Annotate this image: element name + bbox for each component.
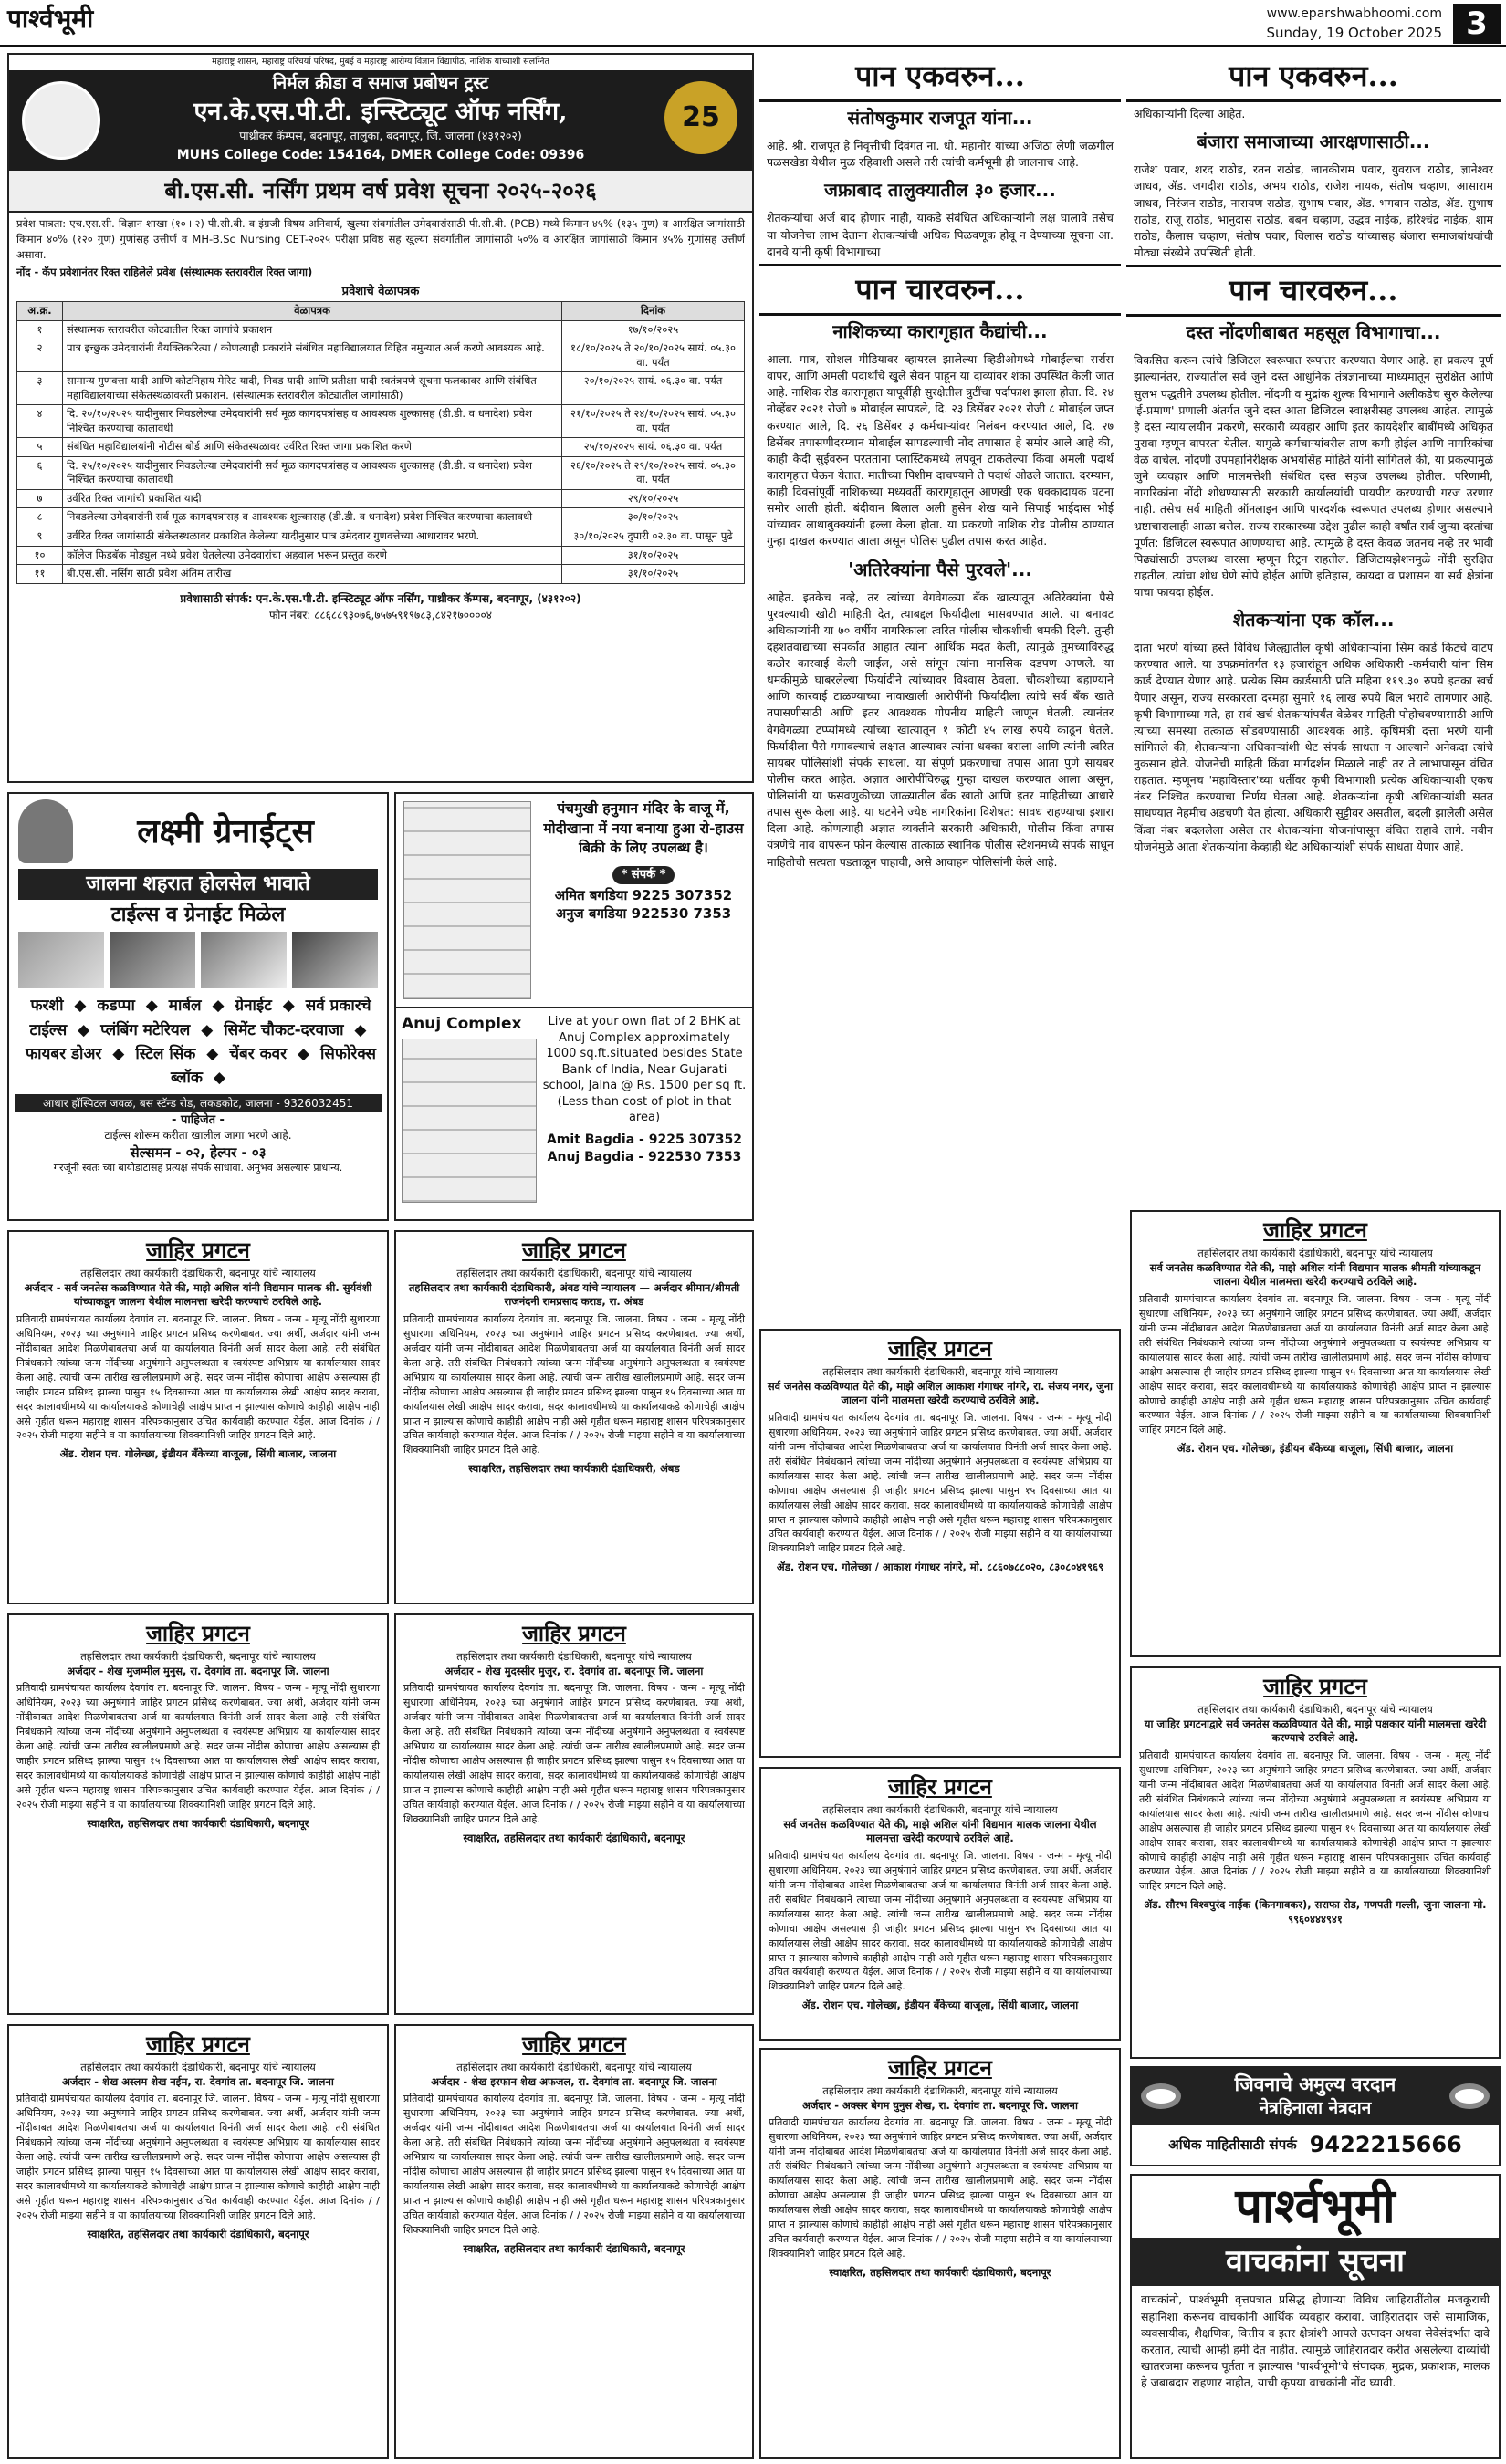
readers-masthead: पार्श्वभूमी bbox=[1235, 2178, 1396, 2234]
legal-notice-ad bbox=[394, 2024, 754, 2459]
legal-notice-court: तहसिलदार तथा कार्यकारी दंडाधिकारी, बदनापूर यांचे न्यायालय bbox=[80, 2061, 316, 2074]
affiliation-line: महाराष्ट्र शासन, महाराष्ट्र परिचर्या परिषद, मुंबई व महाराष्ट्र आरोग्य विज्ञान विद्यापीठ, नाशिक यांच्याशी संलग्नित bbox=[212, 57, 549, 67]
legal-notice-applicant: सर्व जनतेस कळविण्यात येते की, माझे अशिल यांनी विद्यमान मालक जालना येथील मालमत्ता खरेदी करण्याचे ठरविले आहे. bbox=[783, 1817, 1097, 1845]
granite-item: सिमेंट चौकट-दरवाजा bbox=[224, 1020, 344, 1039]
story-farmers-call-heading: शेतकऱ्यांना एक कॉल... bbox=[1232, 609, 1395, 632]
sink-sample-icon bbox=[110, 932, 195, 988]
schedule-date-cell: २१/१०/२०२५ ते २४/१०/२०२५ सायं. ०५.३० वा. पर्यंत bbox=[562, 405, 745, 438]
schedule-row bbox=[17, 320, 745, 339]
col4-continued-from-page-1-heading: पान एकवरुन... bbox=[1126, 53, 1501, 102]
schedule-date-cell: २०/१०/२०२५ सायं. ०६.३० वा. पर्यंत bbox=[562, 372, 745, 405]
masthead: पार्श्वभूमी bbox=[7, 4, 94, 34]
legal-notice-title: जाहिर प्रगटन bbox=[146, 2031, 250, 2057]
schedule-date-cell: ३१/१०/२०२५ bbox=[562, 565, 745, 584]
complex-text: Live at your own flat of 2 BHK at Anuj Complex approximately 1000 sq.ft.situated besides State Bank of India, Near Gujarati school, Jalna @ Rs. 1500 per sq ft. (Less than cost of plot in that area) bbox=[542, 1015, 747, 1125]
website-url[interactable]: www.eparshwabhoomi.com bbox=[1266, 6, 1442, 21]
story-nashik-text: आला. मात्र, सोशल मीडियावर व्हायरल झालेल्या व्हिडीओमध्ये मोबाईलचा सर्रास वापर, आणि अमली पदार्थांचे खुले सेवन पाहून या दाव्यांवर शंका उपस्थित केली जात आहे. नाशिक रोड कारागृहात यापूर्वीही सुरक्षेतील त्रुटींचा पर्दाफाश झाला होता. दि. २४ नोव्हेंबर २०२१ रोजी ७ मोबाईल सापडले, दि. २३ डिसेंबर २०२१ रोजी ८ मोबाईल जप्त करण्यात आले, दि. २६ डिसेंबर ३ कर्मचाऱ्यांवर निलंबन करण्यात आले, दि. २७ डिसेंबर तपासणीदरम्यान मोबाईल सापडल्याची नोंद तपासात हे समोर आले आहे की, काही कैदी सुईंवरुन परतताना प्लास्टिकमध्ये लपवून टाकलेल्या किंवा अमली पदार्थ कारागृहात घेऊन येतात. मातीच्या पिशीम दाचण्याने ते पदार्थ ओढले जातात. दरम्यान, काही दिवसांपूर्वी नाशिकच्या मध्यवर्ती कारागृहातून आणखी एक धक्कादायक घटना समोर आली होती. बंदीवान बिलाल अली हुसेन शेख याने सिपाई भाईदास भोई यांच्यावर लाथाबुक्क्यांनी हल्ला केला होता. या प्रकरणी नाशिक रोड पोलीस ठाण्यात गुन्हा दाखल करण्यात आला असून पोलिस पुढील तपास करत आहेत. bbox=[767, 352, 1114, 548]
granite-item: चेंबर कवर bbox=[229, 1045, 288, 1064]
story-cyber-heading: 'अतिरेक्यांना पैसे पुरवले'... bbox=[848, 558, 1032, 580]
col-header-schedule: वेळापत्रक bbox=[63, 302, 562, 321]
legal-notice-title: जाहिर प्रगटन bbox=[1263, 1216, 1367, 1243]
granite-item: स्टिल सिंक bbox=[135, 1045, 196, 1064]
legal-notice-title: जाहिर प्रगटन bbox=[888, 2054, 992, 2081]
schedule-sr-cell: ६ bbox=[17, 456, 63, 489]
legal-notice-ad bbox=[394, 1230, 754, 1604]
schedule-item-cell: संबंधित महाविद्यालयांनी नोटीस बोर्ड आणि संकेतस्थळावर उर्वरित रिक्त जागा प्रकाशित करणे bbox=[63, 438, 562, 457]
col-header-date: दिनांक bbox=[562, 302, 745, 321]
legal-notice-court: तहसिलदार तथा कार्यकारी दंडाधिकारी, बदनापूर यांचे न्यायालय bbox=[822, 2084, 1058, 2098]
complex-photo-icon bbox=[402, 1039, 537, 1203]
schedule-row bbox=[17, 565, 745, 584]
legal-notice-signature: स्वाक्षरित, तहसिलदार तथा कार्यकारी दंडाधिकारी, बदनापूर bbox=[87, 2227, 309, 2240]
schedule-item-cell: कॉलेज फिडबॅक मोड्युल मध्ये प्रवेश घेतलेल्या उमेदवारांचा अहवाल भरून प्रस्तुत करणे bbox=[63, 546, 562, 565]
property-ad bbox=[394, 792, 754, 1221]
legal-notice-title: जाहिर प्रगटन bbox=[888, 1335, 992, 1362]
schedule-date-cell: ३०/१०/२०२५ दुपारी ०२.३० वा. पासून पुढे bbox=[562, 527, 745, 546]
col4-lead-text: अधिकाऱ्यांनी दिल्या आहेत. bbox=[1134, 107, 1246, 121]
legal-notice-court: तहसिलदार तथा कार्यकारी दंडाधिकारी, बदनापूर यांचे न्यायालय bbox=[1197, 1247, 1433, 1260]
legal-notice-court: तहसिलदार तथा कार्यकारी दंडाधिकारी, बदनापूर यांचे न्यायालय bbox=[456, 1267, 692, 1280]
legal-notice-court: तहसिलदार तथा कार्यकारी दंडाधिकारी, बदनापूर यांचे न्यायालय bbox=[1197, 1703, 1433, 1717]
page-header bbox=[0, 0, 1506, 47]
legal-notice-signature: स्वाक्षरित, तहसिलदार तथा कार्यकारी दंडाधिकारी, बदनापूर bbox=[463, 2241, 685, 2255]
laxmi-granites-ad bbox=[7, 792, 389, 1221]
legal-notice-court: तहसिलदार तथा कार्यकारी दंडाधिकारी, बदनापूर यांचे न्यायालय bbox=[822, 1365, 1058, 1379]
schedule-row bbox=[17, 438, 745, 457]
legal-notice-signature: स्वाक्षरित, तहसिलदार तथा कार्यकारी दंडाधिकारी, बदनापूर bbox=[463, 1831, 685, 1844]
schedule-sr-cell: ७ bbox=[17, 489, 63, 508]
schedule-date-cell: ३०/१०/२०२५ bbox=[562, 508, 745, 527]
legal-notice-court: तहसिलदार तथा कार्यकारी दंडाधिकारी, बदनापूर यांचे न्यायालय bbox=[80, 1267, 316, 1280]
legal-notice-court: तहसिलदार तथा कार्यकारी दंडाधिकारी, बदनापूर यांचे न्यायालय bbox=[822, 1803, 1058, 1817]
notice-note: नोंद - कॅप प्रवेशानंतर रिक्त राहिलेले प्रवेश (संस्थात्मक स्तरावरील रिक्त जागा) bbox=[16, 266, 313, 279]
schedule-item-cell: उर्वरित रिक्त जागांसाठी संकेतस्थळावर प्रकाशित केलेल्या यादीनुसार पात्र उमेदवार गुणवत्तेच्या आधारावर भरणे. bbox=[63, 527, 562, 546]
schedule-item-cell: बी.एस.सी. नर्सिंग साठी प्रवेश अंतिम तारीख bbox=[63, 565, 562, 584]
notice-title: बी.एस.सी. नर्सिंग प्रथम वर्ष प्रवेश सूचना २०२५-२०२६ bbox=[9, 171, 752, 213]
story-nashik-heading: नाशिकच्या कारागृहात कैद्यांची... bbox=[832, 320, 1048, 342]
legal-notice-signature: स्वाक्षरित, तहसिलदार तथा कार्यकारी दंडाधिकारी, बदनापूर bbox=[829, 2265, 1051, 2279]
legal-notice-applicant: अर्जदार - शेख मुदस्सीर मुजुर, रा. देवगांव ता. बदनापूर जि. जालना bbox=[444, 1664, 704, 1677]
story-jafrabad-heading: जफ्राबाद तालुक्यातील ३० हजार... bbox=[824, 179, 1056, 202]
story-cyber-text: आहेत. इतकेच नव्हे, तर त्यांच्या वेगवेगळ्या बँक खात्यातून अतिरेक्यांना पैसे पुरवल्याची खोटी माहिती देत, त्याबद्दल फिर्यादीला भासवण्यात आले. या बनावट अधिकाऱ्यांनी या ७० वर्षीय नागरिकाला त्वरित पोलीस चौकशीची धमकी दिली. तुम्ही दहशतवाद्यांच्या संपर्कात आहात त्यांना आर्थिक मदत केली, त्यामुळे तुमच्याविरुद्ध कठोर कारवाई केली जाईल, असे सांगून त्यांना मानसिक दडपण आणले. या धमकीमुळे घाबरलेल्या फिर्यादीने त्यांच्यावर विश्वास ठेवला. चौकशीच्या बहाण्याने आणि कारवाई टाळण्याच्या नावाखाली आरोपींनी फिर्यादीला त्यांचे सर्व बँक खाते तपासणीसाठी आणि इतर आवश्यक गोपनीय माहिती जाणून घेतली. त्यानंतर वेगवेगळ्या टप्प्यांमध्ये त्यांच्या खात्यातून १ कोटी ४५ लाख रुपये काढून घेतले. फिर्यादीला पैसे गमावल्याचे लक्षात आल्यावर त्यांना धक्का बसला आणि त्यांनी त्वरित सायबर पोलिसांशी संपर्क साधला. या संपूर्ण प्रकरणाचा तपास आता पुणे सायबर पोलीस करत आहेत. अज्ञात आरोपींविरुद्ध गुन्हा दाखल करण्यात आला असून, पोलिसांनी या फसवणुकीच्या जाळ्यातील बँक खाती आणि इतर माहितीच्या आधारे तपास सुरू केला आहे. या घटनेने ज्येष्ठ नागरिकांना विशेषत: सावध राहण्याचा इशारा दिला आहे. कोणत्याही अज्ञात व्यक्तीने सरकारी अधिकारी, पोलीस किंवा तपास यंत्रणेचे नाव वापरून फोन केल्यास तात्काळ स्थानिक पोलीस स्टेशनमध्ये संपर्क साधून माहितीची सत्यता पडताळून पाहावी, असे आवाहन पोलिसांनी केले आहे. bbox=[767, 590, 1114, 869]
story-deeds-heading: दस्त नोंदणीबाबत महसूल विभागाचा... bbox=[1186, 321, 1441, 344]
complex-contact-1: Amit Bagdia - 9225 307352 bbox=[546, 1132, 743, 1147]
schedule-sr-cell: ९ bbox=[17, 527, 63, 546]
institute-logo-icon bbox=[22, 81, 100, 160]
wanted-text: टाईल्स शोरूम करीता खालील जागा भरणे आहे. bbox=[104, 1129, 292, 1143]
story-deeds-text: विकसित करून त्यांचे डिजिटल स्वरूपात रूपांतर करण्यात येणार आहे. हा प्रकल्प पूर्ण झाल्यानंतर, राज्यातील सर्व जुने दस्त आधुनिक तंत्रज्ञानाच्या माध्यमातून सुरक्षित आणि सुलभ पद्धतीने उपलब्ध होतील. नोंदणी व मुद्रांक शुल्क विभागाने अलीकडेच सुरु केलेल्या 'ई-प्रमाण' प्रणाली अंतर्गत जुने दस्त आता डिजिटल स्वाक्षरीसह उपलब्ध आहेत. त्यामुळे हे दस्त न्यायालयीन प्रकरणे, सरकारी व्यवहार आणि इतर कायदेशीर बाबींमध्ये अधिकृत पुरावा म्हणून वापरता येतील. यामुळे कर्मचाऱ्यांवरील ताण कमी होईल आणि नागरिकांचा वेळ वाचेल. नोंदणी उपमहानिरीक्षक अभयसिंह मोहिते यांनी सांगितले की, या प्रकल्पामुळे जुने व्यवहार आणि मालमत्तेशी संबंधित दस्त सहज उपलब्ध होतील. परिणामी, नागरिकांना नोंदी शोधण्यासाठी सरकारी कार्यालयांची पायपीट करण्याची गरज उरणार नाही. तसेच सर्व माहिती ऑनलाइन आणि पारदर्शक स्वरूपात उपलब्ध होणार असल्याने भ्रष्टाचारालाही आळा बसेल. राज्य सरकारच्या उद्देश पुढील काही वर्षांत सर्व जुन्या दस्तांचा पूर्णत: डिजिटल स्वरूपात आणण्याचा आहे. त्यामुळे हे दस्त केवळ जतनच नव्हे तर भावी पिढ्यांसाठी उपलब्ध वारसा म्हणून रिट्रन राहतील. डिजिटायझेशनमुळे नोंदी सुरक्षित राहतील, त्यांचा शोध घेणे सोपे होईल आणि इतिहास, कायदा व प्रशासन या सर्व क्षेत्रांना याचा फायदा होईल. bbox=[1134, 353, 1493, 599]
phone-line: फोन नंबर: ८८६८८९३०७६,७५७५९१९७८३,८४२१७००००४ bbox=[269, 608, 492, 621]
legal-notice-ad bbox=[7, 1613, 389, 2015]
continued-from-page-4-heading: पान चारवरुन... bbox=[759, 264, 1121, 316]
schedule-date-cell: १७/१०/२०२५ bbox=[562, 320, 745, 339]
eye-donation-ad bbox=[1130, 2066, 1501, 2166]
news-column-4 bbox=[1126, 53, 1501, 1203]
schedule-row bbox=[17, 339, 745, 372]
schedule-title: प्रवेशाचे वेळापत्रक bbox=[341, 284, 420, 298]
nursing-admission-notice bbox=[7, 53, 754, 783]
legal-notice-body: प्रतिवादी ग्रामपंचायत कार्यालय देवगांव ता. बदनापूर जि. जालना. विषय - जन्म - मृत्यू नोंदी सुधारणा अधिनियम, २०२३ च्या अनुषंगाने जाहिर प्रगटन प्रसिध्द करणेबाबत. ज्या अर्थी, अर्जदार यांनी जन्म नोंदीबाबत आदेश मिळणेबाबतचा अर्ज या कार्यालयात विनंती अर्ज सादर केला आहे. तरी संबंधित निबंधकाने त्यांच्या जन्म नोंदीच्या अनुषंगाने अनुपलब्धता व स्वयंस्पष्ट अभिप्राय या कार्यालयास सादर केला आहे. त्यांची जन्म तारीख खालीलप्रमाणे आहे. सदर जन्म नोंदीस कोणाचा आक्षेप असल्यास ही जाहीर प्रगटन प्रसिध्द झाल्या पासुन १५ दिवसाच्या आत या कार्यालयास लेखी आक्षेप सादर करावा, सदर कालावधीमध्ये या कार्यालयाकडे कोणाचेही आक्षेप प्राप्त न झाल्यास कोणाचे काहीही आक्षेप नाही असे गृहीत धरून महाराष्ट्र शासन परिपत्रकानुसार उचित कार्यवाही करण्यात येईल. आज दिनांक / / २०२५ रोजी माझ्या सहीने व या कार्यालयाच्या शिक्क्यानिशी जाहिर प्रगटन दिले आहे. bbox=[16, 1312, 380, 1442]
granite-item: कडप्पा bbox=[97, 997, 135, 1016]
legal-notice-title: जाहिर प्रगटन bbox=[522, 1620, 626, 1646]
legal-notice-body: प्रतिवादी ग्रामपंचायत कार्यालय देवगांव ता. बदनापूर जि. जालना. विषय - जन्म - मृत्यू नोंदी सुधारणा अधिनियम, २०२३ च्या अनुषंगाने जाहिर प्रगटन प्रसिध्द करणेबाबत. ज्या अर्थी, अर्जदार यांनी जन्म नोंदीबाबत आदेश मिळणेबाबतचा अर्ज या कार्यालयात विनंती अर्ज सादर केला आहे. तरी संबंधित निबंधकाने त्यांच्या जन्म नोंदीच्या अनुषंगाने अनुपलब्धता व स्वयंस्पष्ट अभिप्राय या कार्यालयास सादर केला आहे. त्यांची जन्म तारीख खालीलप्रमाणे आहे. सदर जन्म नोंदीस कोणाचा आक्षेप असल्यास ही जाहीर प्रगटन प्रसिध्द झाल्या पासुन १५ दिवसाच्या आत या कार्यालयास लेखी आक्षेप सादर करावा, सदर कालावधीमध्ये या कार्यालयाकडे कोणाचेही आक्षेप प्राप्त न झाल्यास कोणाचे काहीही आक्षेप नाही असे गृहीत धरून महाराष्ट्र शासन परिपत्रकानुसार उचित कार्यवाही करण्यात येईल. आज दिनांक / / २०२५ रोजी माझ्या सहीने व या कार्यालयाच्या शिक्क्यानिशी जाहिर प्रगटन दिले आहे. bbox=[16, 1682, 380, 1811]
granite-item: फरशी bbox=[30, 997, 64, 1016]
legal-notice-ad bbox=[1130, 1210, 1501, 1657]
tile-sample-icon bbox=[18, 932, 104, 988]
legal-notice-signature: ॲड. रोशन एच. गोलेच्छा, इंडीयन बँकेच्या बाजूला, सिंधी बाजार, जालना bbox=[801, 1999, 1079, 2012]
row-house-photo-icon bbox=[403, 801, 531, 999]
schedule-item-cell: निवडलेल्या उमेदवारांनी सर्व मूळ कागदपत्रांसह व आवश्यक शुल्कासह (डी.डी. व धनादेश) प्रवेश निश्चित करण्याचा कालावधी bbox=[63, 508, 562, 527]
legal-notice-applicant: सर्व जनतेस कळविण्यात येते की, माझे अशिल यांनी विद्यमान मालक श्रीमती यांच्याकडून जालना येथील मालमत्ता खरेदी करण्याचे ठरविले आहे. bbox=[1149, 1260, 1481, 1289]
legal-notice-signature: ॲड. रोशन एच. गोलेच्छा, इंडीयन बँकेच्या बाजूला, सिंधी बाजार, जालना bbox=[1177, 1442, 1454, 1456]
legal-notice-signature: स्वाक्षरित, तहसिलदार तथा कार्यकारी दंडाधिकारी, अंबड bbox=[468, 1462, 680, 1476]
eye-donation-title: जिवनाचे अमुल्य वरदान bbox=[1234, 2073, 1396, 2095]
schedule-item-cell: पात्र इच्छुक उमेदवारांनी वैयक्तिकरित्या / कोणत्याही प्रकारांने संबंधित महाविद्यालयात विहित नमुन्यात अर्ज करणे आवश्यक आहे. bbox=[63, 339, 562, 372]
eye-donation-phone: 9422215666 bbox=[1309, 2131, 1462, 2157]
granite-item: मार्बल bbox=[168, 997, 202, 1016]
schedule-row bbox=[17, 456, 745, 489]
legal-notice-title: जाहिर प्रगटन bbox=[1263, 1673, 1367, 1699]
col-header-sr: अ.क्र. bbox=[17, 302, 63, 321]
granite-item: प्लंबिंग मटेरियल bbox=[100, 1020, 191, 1039]
legal-notice-ad bbox=[759, 2048, 1121, 2459]
granite-item: ग्रेनाईट bbox=[235, 997, 272, 1016]
college-codes: MUHS College Code: 154164, DMER College Code: 09396 bbox=[176, 147, 585, 162]
issue-date: Sunday, 19 October 2025 bbox=[1266, 25, 1442, 41]
granite-item: सिफोरेक्स ब्लॉक bbox=[171, 1045, 376, 1088]
legal-notice-court: तहसिलदार तथा कार्यकारी दंडाधिकारी, बदनापूर यांचे न्यायालय bbox=[80, 1650, 316, 1664]
eye-donation-contact-label: अधिक माहितीसाठी संपर्क bbox=[1168, 2135, 1297, 2153]
legal-notice-title: जाहिर प्रगटन bbox=[146, 1620, 250, 1646]
schedule-sr-cell: २ bbox=[17, 339, 63, 372]
schedule-row bbox=[17, 489, 745, 508]
eye-icon bbox=[1449, 2083, 1490, 2109]
legal-notice-body: प्रतिवादी ग्रामपंचायत कार्यालय देवगांव ता. बदनापूर जि. जालना. विषय - जन्म - मृत्यू नोंदी सुधारणा अधिनियम, २०२३ च्या अनुषंगाने जाहिर प्रगटन प्रसिध्द करणेबाबत. ज्या अर्थी, अर्जदार यांनी जन्म नोंदीबाबत आदेश मिळणेबाबतचा अर्ज या कार्यालयात विनंती अर्ज सादर केला आहे. तरी संबंधित निबंधकाने त्यांच्या जन्म नोंदीच्या अनुषंगाने अनुपलब्धता व स्वयंस्पष्ट अभिप्राय या कार्यालयास सादर केला आहे. त्यांची जन्म तारीख खालीलप्रमाणे आहे. सदर जन्म नोंदीस कोणाचा आक्षेप असल्यास ही जाहीर प्रगटन प्रसिध्द झाल्या पासुन १५ दिवसाच्या आत या कार्यालयास लेखी आक्षेप सादर करावा, सदर कालावधीमध्ये या कार्यालयाकडे कोणाचेही आक्षेप प्राप्त न झाल्यास कोणाचे काहीही आक्षेप नाही असे गृहीत धरून महाराष्ट्र शासन परिपत्रकानुसार उचित कार्यवाही करण्यात येईल. आज दिनांक / / २०२५ रोजी माझ्या सहीने व या कार्यालयाच्या शिक्क्यानिशी जाहिर प्रगटन दिले आहे. bbox=[403, 1682, 745, 1825]
page-number: 3 bbox=[1453, 4, 1501, 44]
schedule-table bbox=[16, 301, 745, 583]
granite-item-list: फरशी ◆ कडप्पा ◆ मार्बल ◆ ग्रेनाईट ◆ सर्व प्रकारचे टाईल्स ◆ प्लंबिंग मटेरियल ◆ सिमेंट चौकट-दरवाजा ◆ फायबर डोअर ◆ स्टिल सिंक ◆ चेंबर कवर ◆ सिफोरेक्स ब्लॉक ◆ bbox=[26, 997, 376, 1088]
schedule-date-cell: ३१/१०/२०२५ bbox=[562, 546, 745, 565]
schedule-item-cell: उर्वरित रिक्त जागांची प्रकाशित यादी bbox=[63, 489, 562, 508]
schedule-sr-cell: ११ bbox=[17, 565, 63, 584]
readers-title: वाचकांना सूचना bbox=[1132, 2238, 1499, 2287]
legal-notice-applicant: तहसिलदार तथा कार्यकारी दंडाधिकारी, अंबड यांचे न्यायालय — अर्जदार श्रीमान/श्रीमती राजनंदनी रामप्रसाद कराड, रा. अंबड bbox=[408, 1280, 740, 1309]
legal-notice-applicant: अर्जदार - शेख अस्लम शेख नईम, रा. देवगांव ता. बदनापूर जि. जालना bbox=[62, 2074, 334, 2088]
legal-notice-court: तहसिलदार तथा कार्यकारी दंडाधिकारी, बदनापूर यांचे न्यायालय bbox=[456, 2061, 692, 2074]
anniversary-badge-icon: 25 bbox=[664, 81, 737, 154]
legal-notice-signature: ॲड. रोशन एच. गोलेच्छा, इंडीयन बँकेच्या बाजूला, सिंधी बाजार, जालना bbox=[59, 1447, 337, 1461]
schedule-sr-cell: ३ bbox=[17, 372, 63, 405]
legal-notice-ad bbox=[1130, 1666, 1501, 2059]
schedule-sr-cell: ४ bbox=[17, 405, 63, 438]
legal-notice-ad bbox=[394, 1613, 754, 2015]
trust-name: निर्मल क्रीडा व समाज प्रबोधन ट्रस्ट bbox=[272, 72, 489, 93]
row-house-text: पंचमुखी हनुमान मंदिर के वाजू में, मोदीखाना में नया बनाया हुआ रो-हाउस बिक्री के लिए उपलब्ध है। bbox=[543, 800, 744, 857]
contact-label: * संपर्क * bbox=[612, 866, 675, 884]
legal-notice-ad bbox=[7, 2024, 389, 2459]
continued-from-page-1-heading: पान एकवरुन... bbox=[759, 53, 1121, 102]
story-banjara-heading: बंजारा समाजाच्या आरक्षणासाठी... bbox=[1197, 131, 1430, 153]
legal-notice-body: प्रतिवादी ग्रामपंचायत कार्यालय देवगांव ता. बदनापूर जि. जालना. विषय - जन्म - मृत्यू नोंदी सुधारणा अधिनियम, २०२३ च्या अनुषंगाने जाहिर प्रगटन प्रसिध्द करणेबाबत. ज्या अर्थी, अर्जदार यांनी जन्म नोंदीबाबत आदेश मिळणेबाबतचा अर्ज या कार्यालयात विनंती अर्ज सादर केला आहे. तरी संबंधित निबंधकाने त्यांच्या जन्म नोंदीच्या अनुषंगाने अनुपलब्धता व स्वयंस्पष्ट अभिप्राय या कार्यालयास सादर केला आहे. त्यांची जन्म तारीख खालीलप्रमाणे आहे. सदर जन्म नोंदीस कोणाचा आक्षेप असल्यास ही जाहीर प्रगटन प्रसिध्द झाल्या पासुन १५ दिवसाच्या आत या कार्यालयास लेखी आक्षेप सादर करावा, सदर कालावधीमध्ये या कार्यालयाकडे कोणाचेही आक्षेप प्राप्त न झाल्यास कोणाचे काहीही आक्षेप नाही असे गृहीत धरून महाराष्ट्र शासन परिपत्रकानुसार उचित कार्यवाही करण्यात येईल. आज दिनांक / / २०२५ रोजी माझ्या सहीने व या कार्यालयाच्या शिक्क्यानिशी जाहिर प्रगटन दिले आहे. bbox=[769, 1411, 1112, 1555]
owl-icon bbox=[18, 799, 73, 863]
legal-notice-body: प्रतिवादी ग्रामपंचायत कार्यालय देवगांव ता. बदनापूर जि. जालना. विषय - जन्म - मृत्यू नोंदी सुधारणा अधिनियम, २०२३ च्या अनुषंगाने जाहिर प्रगटन प्रसिध्द करणेबाबत. ज्या अर्थी, अर्जदार यांनी जन्म नोंदीबाबत आदेश मिळणेबाबतचा अर्ज या कार्यालयात विनंती अर्ज सादर केला आहे. तरी संबंधित निबंधकाने त्यांच्या जन्म नोंदीच्या अनुषंगाने अनुपलब्धता व स्वयंस्पष्ट अभिप्राय या कार्यालयास सादर केला आहे. त्यांची जन्म तारीख खालीलप्रमाणे आहे. सदर जन्म नोंदीस कोणाचा आक्षेप असल्यास ही जाहीर प्रगटन प्रसिध्द झाल्या पासुन १५ दिवसाच्या आत या कार्यालयास लेखी आक्षेप सादर करावा, सदर कालावधीमध्ये या कार्यालयाकडे कोणाचेही आक्षेप प्राप्त न झाल्यास कोणाचे काहीही आक्षेप नाही असे गृहीत धरून महाराष्ट्र शासन परिपत्रकानुसार उचित कार्यवाही करण्यात येईल. आज दिनांक / / २०२५ रोजी माझ्या सहीने व या कार्यालयाच्या शिक्क्यानिशी जाहिर प्रगटन दिले आहे. bbox=[403, 1312, 745, 1456]
legal-notice-body: प्रतिवादी ग्रामपंचायत कार्यालय देवगांव ता. बदनापूर जि. जालना. विषय - जन्म - मृत्यू नोंदी सुधारणा अधिनियम, २०२३ च्या अनुषंगाने जाहिर प्रगटन प्रसिध्द करणेबाबत. ज्या अर्थी, अर्जदार यांनी जन्म नोंदीबाबत आदेश मिळणेबाबतचा अर्ज या कार्यालयात विनंती अर्ज सादर केला आहे. तरी संबंधित निबंधकाने त्यांच्या जन्म नोंदीच्या अनुषंगाने अनुपलब्धता व स्वयंस्पष्ट अभिप्राय या कार्यालयास सादर केला आहे. त्यांची जन्म तारीख खालीलप्रमाणे आहे. सदर जन्म नोंदीस कोणाचा आक्षेप असल्यास ही जाहीर प्रगटन प्रसिध्द झाल्या पासुन १५ दिवसाच्या आत या कार्यालयास लेखी आक्षेप सादर करावा, सदर कालावधीमध्ये या कार्यालयाकडे कोणाचेही आक्षेप प्राप्त न झाल्यास कोणाचे काहीही आक्षेप नाही असे गृहीत धरून महाराष्ट्र शासन परिपत्रकानुसार उचित कार्यवाही करण्यात येईल. आज दिनांक / / २०२५ रोजी माझ्या सहीने व या कार्यालयाच्या शिक्क्यानिशी जाहिर प्रगटन दिले आहे. bbox=[1139, 1292, 1491, 1436]
complex-contact-2: Anuj Bagdia - 922530 7353 bbox=[547, 1149, 742, 1164]
schedule-date-cell: २९/१०/२०२५ bbox=[562, 489, 745, 508]
legal-notice-title: जाहिर प्रगटन bbox=[146, 1237, 250, 1263]
schedule-row bbox=[17, 372, 745, 405]
granite-address: आधार हॉस्पिटल जवळ, बस स्टॅन्ड रोड, लकडकोट, जालना - 9326032451 bbox=[15, 1094, 382, 1112]
granite-sample-icon bbox=[292, 932, 378, 988]
row-house-contact-2: अनुज बगडिया 922530 7353 bbox=[555, 904, 732, 922]
schedule-item-cell: संस्थात्मक स्तरावरील कोट्यातील रिक्त जागांचे प्रकाशन bbox=[63, 320, 562, 339]
schedule-sr-cell: ८ bbox=[17, 508, 63, 527]
story-farmers-call-text: दाता भरणे यांच्या हस्ते विविध जिल्ह्यातील कृषी अधिकाऱ्यांना सिम कार्ड किटचे वाटप करण्यात आले. या उपक्रमांतर्गत १३ हजारांहून अधिक अधिकारी -कर्मचारी यांना सिम कार्ड देण्यात येणार आहे. प्रत्येक सिम कार्डसाठी प्रति महिना ११९.३० रुपये इतका खर्च येणार असून, राज्य सरकारला दरमहा सुमारे १६ लाख रुपये बिल भरावे लागणार आहे. कृषी विभागाच्या मते, हा सर्व खर्च शेतकऱ्यांपर्यंत वेळेवर माहिती पोहोचवण्यासाठी आणि त्यांच्या समस्या तत्काळ सोडवण्यासाठी आवश्यक आहे. कृषिमंत्री दत्ता भरणे यांनी सांगितले की, शेतकऱ्यांना अधिकाऱ्यांशी थेट संपर्क साधता न आल्याने अनेकदा त्यांचे नुकसान होते. योजनेची माहिती किंवा मार्गदर्शन मिळाले नाही तर ते लाभापासून वंचित राहतात. म्हणूनच 'महाविस्तार'च्या धर्तीवर कृषी विभागाशी प्रत्येक अधिकाऱ्याशी एकच नंबर निश्चित करण्याचा निर्णय घेतला आहे. शेतकऱ्यांना कृषी अधिकाऱ्यांशी सतत साधण्यात नेहमीच अडचणी येत होत्या. अधिकारी सुट्टीवर असतील, बदली झालेली असेल किंवा नंबर बदललेला असेल तर शेतकऱ्यांना योजनांपासून वंचित राहावे लागे. नवीन योजनेमुळे आता शेतकऱ्यांना केव्हाही थेट अधिकाऱ्यांशी संपर्क साधता येणार आहे. bbox=[1134, 641, 1493, 853]
schedule-date-cell: २५/१०/२०२५ सायं. ०६.३० वा. पर्यंत bbox=[562, 438, 745, 457]
readers-notice bbox=[1130, 2174, 1501, 2459]
legal-notice-signature: ॲड. सौरभ विश्वपुरंद नाईक (किनगावकर), सराफा रोड, गणपती गल्ली, जुना जालना मो. ९९६०४४४९४१ bbox=[1144, 1898, 1487, 1926]
story-rajput-text: आहे. श्री. राजपूत हे निवृत्तीची दिवंगत ना. धो. महानोर यांच्या अंजिठा लेणी जळगील पळसखेडा येथील मुळ रहिवाशी असले तरी त्यांची कर्मभूमी ही जालनाच आहे. bbox=[767, 139, 1114, 170]
news-column-3 bbox=[759, 53, 1121, 1321]
legal-notice-applicant: अर्जदार - सर्व जनतेस कळविण्यात येते की, माझे अशिल यांनी विद्यमान मालक श्री. सुर्यवंशी यांच्याकडून जालना येथील मालमत्ता खरेदी करण्याचे ठरविले आहे. bbox=[24, 1280, 372, 1309]
legal-notice-applicant: अर्जदार - शेख मुजम्मील मुनुस, रा. देवगांव ता. बदनापूर जि. जालना bbox=[67, 1664, 329, 1677]
schedule-item-cell: सामान्य गुणवत्ता यादी आणि कोटनिहाय मेरिट यादी, निवड यादी आणि प्रतीक्षा यादी स्वतंत्रपणे सूचना फलकावर आणि संबंधित महाविद्यालयाच्या संकेतस्थळावरती प्रकाशन. (संस्थात्मक स्तरावरील कोट्यातील जागांसाठी) bbox=[63, 372, 562, 405]
granite-item: सर्व प्रकारचे टाईल्स bbox=[29, 997, 371, 1039]
institute-name: एन.के.एस.पी.टी. इन्स्टिट्यूट ऑफ नर्सिंग, bbox=[193, 97, 568, 126]
granite-subtitle: जालना शहरात होलसेल भावाते bbox=[18, 869, 378, 900]
story-rajput-heading: संतोषकुमार राजपूत यांना... bbox=[847, 107, 1033, 130]
legal-notice-ad bbox=[7, 1230, 389, 1604]
legal-notice-title: जाहिर प्रगटन bbox=[522, 1237, 626, 1263]
vacancy-count: सेल्समन - ०२, हेल्पर - ०३ bbox=[130, 1143, 267, 1161]
granite-title: लक्ष्मी ग्रेनाईट्स bbox=[137, 811, 314, 851]
legal-notice-signature: स्वाक्षरित, तहसिलदार तथा कार्यकारी दंडाधिकारी, बदनापूर bbox=[87, 1816, 309, 1830]
legal-notice-body: प्रतिवादी ग्रामपंचायत कार्यालय देवगांव ता. बदनापूर जि. जालना. विषय - जन्म - मृत्यू नोंदी सुधारणा अधिनियम, २०२३ च्या अनुषंगाने जाहिर प्रगटन प्रसिध्द करणेबाबत. ज्या अर्थी, अर्जदार यांनी जन्म नोंदीबाबत आदेश मिळणेबाबतचा अर्ज या कार्यालयात विनंती अर्ज सादर केला आहे. तरी संबंधित निबंधकाने त्यांच्या जन्म नोंदीच्या अनुषंगाने अनुपलब्धता व स्वयंस्पष्ट अभिप्राय या कार्यालयास सादर केला आहे. त्यांची जन्म तारीख खालीलप्रमाणे आहे. सदर जन्म नोंदीस कोणाचा आक्षेप असल्यास ही जाहीर प्रगटन प्रसिध्द झाल्या पासुन १५ दिवसाच्या आत या कार्यालयास लेखी आक्षेप सादर करावा, सदर कालावधीमध्ये या कार्यालयाकडे कोणाचेही आक्षेप प्राप्त न झाल्यास कोणाचे काहीही आक्षेप नाही असे गृहीत धरून महाराष्ट्र शासन परिपत्रकानुसार उचित कार्यवाही करण्यात येईल. आज दिनांक / / २०२५ रोजी माझ्या सहीने व या कार्यालयाच्या शिक्क्यानिशी जाहिर प्रगटन दिले आहे. bbox=[16, 2093, 380, 2221]
row-house-contact-1: अमित बगडिया 9225 307352 bbox=[554, 886, 733, 903]
legal-notice-title: जाहिर प्रगटन bbox=[522, 2031, 626, 2057]
readers-text: वाचकांनो, पार्श्वभूमी वृत्तपत्रात प्रसिद्ध होणाऱ्या विविध जाहिरातींतील मजकूराची सहानिशा करूनच वाचकांनी आर्थिक व्यवहार करावा. जाहिरातदार जसे सामाजिक, व्यवसायीक, शैक्षणिक, वित्तीय व इतर क्षेत्रांशी आपले उत्पादन अथवा सेवेसंदर्भात दावे करतात, त्याची आम्ही हमी देत नाहीत. त्यामुळे जाहिरातदार करीत असलेल्या दाव्यांची खातरजमा करूनच पूर्तता न झाल्यास 'पार्श्वभूमी'चे संपादक, मुद्रक, प्रकाशक, मालक हे जबाबदार राहणार नाहीत, याची कृपया वाचकांनी नोंद घ्यावी. bbox=[1141, 2292, 1490, 2390]
schedule-date-cell: १८/१०/२०२५ ते २०/१०/२०२५ सायं. ०५.३० वा. पर्यंत bbox=[562, 339, 745, 372]
schedule-sr-cell: ५ bbox=[17, 438, 63, 457]
granite-subtitle2: टाईल्स व ग्रेनाईट मिळेल bbox=[110, 903, 286, 926]
schedule-date-cell: २६/१०/२०२५ ते २९/१०/२०२५ सायं. ०५.३० वा. पर्यंत bbox=[562, 456, 745, 489]
legal-notice-title: जाहिर प्रगटन bbox=[888, 1773, 992, 1800]
legal-notice-ad bbox=[759, 1767, 1121, 2041]
legal-notice-signature: ॲड. रोशन एच. गोलेच्छा / आकाश गंगाधर नांगरे, मो. ८८६०७८८०२०, ८३०८०४१९६९ bbox=[776, 1561, 1104, 1574]
schedule-sr-cell: १० bbox=[17, 546, 63, 565]
legal-notice-ad bbox=[759, 1329, 1121, 1758]
schedule-row bbox=[17, 405, 745, 438]
schedule-item-cell: दि. २५/१०/२०२५ यादीनुसार निवडलेल्या उमेदवारांनी सर्व मूळ कागदपत्रांसह व आवश्यक शुल्कासह (डी.डी. व धनादेश) प्रवेश निश्चित करण्याचा कालावधी bbox=[63, 456, 562, 489]
legal-notice-court: तहसिलदार तथा कार्यकारी दंडाधिकारी, बदनापूर यांचे न्यायालय bbox=[456, 1650, 692, 1664]
legal-notice-applicant: अर्जदार - शेख इरफान शेख अफजल, रा. देवगांव ता. बदनापूर जि. जालना bbox=[431, 2074, 717, 2088]
col4-continued-from-page-4-heading: पान चारवरुन... bbox=[1126, 265, 1501, 317]
story-jafrabad-text: शेतकऱ्यांचा अर्ज बाद होणार नाही, याकडे संबंधित अधिकाऱ्यांनी लक्ष घालावे तसेच या योजनेचा लाभ देताना शेतकऱ्यांची अधिक पिळवणूक होवू न देण्याच्या सूचना आ. दानवे यांनी कृषी विभागाच्या bbox=[767, 211, 1114, 258]
contact-line: प्रवेशासाठी संपर्क: एन.के.एस.पी.टी. इन्स्टिट्यूट ऑफ नर्सिंग, पाथ्रीकर कॅम्पस, बदनापूर, (४३१२०२) bbox=[180, 591, 581, 605]
vacancy-note: गरजूंनी स्वतः च्या बायोडाटासह प्रत्यक्ष संपर्क साधावा. अनुभव असल्यास प्राधान्य. bbox=[53, 1161, 343, 1174]
eye-donation-sub: नेत्रहिनाला नेत्रदान bbox=[1259, 2098, 1372, 2119]
schedule-row bbox=[17, 527, 745, 546]
legal-notice-body: प्रतिवादी ग्रामपंचायत कार्यालय देवगांव ता. बदनापूर जि. जालना. विषय - जन्म - मृत्यू नोंदी सुधारणा अधिनियम, २०२३ च्या अनुषंगाने जाहिर प्रगटन प्रसिध्द करणेबाबत. ज्या अर्थी, अर्जदार यांनी जन्म नोंदीबाबत आदेश मिळणेबाबतचा अर्ज या कार्यालयात विनंती अर्ज सादर केला आहे. तरी संबंधित निबंधकाने त्यांच्या जन्म नोंदीच्या अनुषंगाने अनुपलब्धता व स्वयंस्पष्ट अभिप्राय या कार्यालयास सादर केला आहे. त्यांची जन्म तारीख खालीलप्रमाणे आहे. सदर जन्म नोंदीस कोणाचा आक्षेप असल्यास ही जाहीर प्रगटन प्रसिध्द झाल्या पासुन १५ दिवसाच्या आत या कार्यालयास लेखी आक्षेप सादर करावा, सदर कालावधीमध्ये या कार्यालयाकडे कोणाचेही आक्षेप प्राप्त न झाल्यास कोणाचे काहीही आक्षेप नाही असे गृहीत धरून महाराष्ट्र शासन परिपत्रकानुसार उचित कार्यवाही करण्यात येईल. आज दिनांक / / २०२५ रोजी माझ्या सहीने व या कार्यालयाच्या शिक्क्यानिशी जाहिर प्रगटन दिले आहे. bbox=[1139, 1749, 1491, 1893]
wanted-heading: - पाहिजेत - bbox=[172, 1112, 225, 1127]
institute-address: पाथ्रीकर कॅम्पस, बदनापूर, तालुका, बदनापूर, जि. जालना (४३१२०२) bbox=[239, 128, 522, 142]
door-sample-icon bbox=[201, 932, 287, 988]
legal-notice-body: प्रतिवादी ग्रामपंचायत कार्यालय देवगांव ता. बदनापूर जि. जालना. विषय - जन्म - मृत्यू नोंदी सुधारणा अधिनियम, २०२३ च्या अनुषंगाने जाहिर प्रगटन प्रसिध्द करणेबाबत. ज्या अर्थी, अर्जदार यांनी जन्म नोंदीबाबत आदेश मिळणेबाबतचा अर्ज या कार्यालयात विनंती अर्ज सादर केला आहे. तरी संबंधित निबंधकाने त्यांच्या जन्म नोंदीच्या अनुषंगाने अनुपलब्धता व स्वयंस्पष्ट अभिप्राय या कार्यालयास सादर केला आहे. त्यांची जन्म तारीख खालीलप्रमाणे आहे. सदर जन्म नोंदीस कोणाचा आक्षेप असल्यास ही जाहीर प्रगटन प्रसिध्द झाल्या पासुन १५ दिवसाच्या आत या कार्यालयास लेखी आक्षेप सादर करावा, सदर कालावधीमध्ये या कार्यालयाकडे कोणाचेही आक्षेप प्राप्त न झाल्यास कोणाचे काहीही आक्षेप नाही असे गृहीत धरून महाराष्ट्र शासन परिपत्रकानुसार उचित कार्यवाही करण्यात येईल. आज दिनांक / / २०२५ रोजी माझ्या सहीने व या कार्यालयाच्या शिक्क्यानिशी जाहिर प्रगटन दिले आहे. bbox=[403, 2093, 745, 2236]
legal-notice-applicant: सर्व जनतेस कळविण्यात येते की, माझे अशिल आकाश गंगाधर नांगरे, रा. संजय नगर, जुना जालना यांनी मालमत्ता खरेदी करण्याचे ठरविले आहे. bbox=[767, 1379, 1114, 1407]
legal-notice-body: प्रतिवादी ग्रामपंचायत कार्यालय देवगांव ता. बदनापूर जि. जालना. विषय - जन्म - मृत्यू नोंदी सुधारणा अधिनियम, २०२३ च्या अनुषंगाने जाहिर प्रगटन प्रसिध्द करणेबाबत. ज्या अर्थी, अर्जदार यांनी जन्म नोंदीबाबत आदेश मिळणेबाबतचा अर्ज या कार्यालयात विनंती अर्ज सादर केला आहे. तरी संबंधित निबंधकाने त्यांच्या जन्म नोंदीच्या अनुषंगाने अनुपलब्धता व स्वयंस्पष्ट अभिप्राय या कार्यालयास सादर केला आहे. त्यांची जन्म तारीख खालीलप्रमाणे आहे. सदर जन्म नोंदीस कोणाचा आक्षेप असल्यास ही जाहीर प्रगटन प्रसिध्द झाल्या पासुन १५ दिवसाच्या आत या कार्यालयास लेखी आक्षेप सादर करावा, सदर कालावधीमध्ये या कार्यालयाकडे कोणाचेही आक्षेप प्राप्त न झाल्यास कोणाचे काहीही आक्षेप नाही असे गृहीत धरून महाराष्ट्र शासन परिपत्रकानुसार उचित कार्यवाही करण्यात येईल. आज दिनांक / / २०२५ रोजी माझ्या सहीने व या कार्यालयाच्या शिक्क्यानिशी जाहिर प्रगटन दिले आहे. bbox=[769, 1849, 1112, 1993]
eligibility-text: प्रवेश पात्रता: एच.एस.सी. विज्ञान शाखा (१०+२) पी.सी.बी. व इंग्रजी विषय अनिवार्य, खुल्या संवर्गातील उमेदवारांसाठी पी.सी.बी. (PCB) मध्ये किमान ४५% (१३५ गुण) व आरक्षित जागांसाठी किमान ४०% (१२० गुण) गुणांसह उत्तीर्ण व MH-B.Sc Nursing CET-२०२५ परीक्षा प्रविष्ठ सह खुल्या संवर्गातील जागांसाठी ५०% व आरक्षित जागांसाठी किमान ४५% गुणांसह उत्तीर्ण असावा. bbox=[16, 217, 745, 261]
complex-name: Anuj Complex bbox=[402, 1015, 522, 1033]
schedule-item-cell: दि. २०/१०/२०२५ यादीनुसार निवडलेल्या उमेदवारांनी सर्व मूळ कागदपत्रांसह व आवश्यक शुल्कासह (डी.डी. व धनादेश) प्रवेश निश्चित करण्याचा कालावधी bbox=[63, 405, 562, 438]
granite-item: फायबर डोअर bbox=[26, 1045, 102, 1064]
story-banjara-text: राजेश पवार, शरद राठोड, रतन राठोड, जानकीराम पवार, युवराज राठोड, ज्ञानेश्वर जाधव, ॲड. जगदीश राठोड, अभय राठोड, राजेश नायक, संतोष चव्हाण, आसाराम जाधव, निरंजन राठोड, नारायण राठोड, सुभाष पवार, ॲड. भगवान राठोड, ॲड. सुभाष राठोड, राजू राठोड, भानुदास राठोड, बबन चव्हाण, उद्धव नाईक, हरिश्चंद्र नाईक, शाम राठोड, कैलास चव्हाण, संतोष पवार, विलास राठोड यांच्यासह बंजारा समाजबांधवांची मोठ्या संख्येने उपस्थिती होती. bbox=[1134, 162, 1493, 259]
schedule-row bbox=[17, 546, 745, 565]
schedule-row bbox=[17, 508, 745, 527]
eye-icon bbox=[1141, 2083, 1181, 2109]
legal-notice-applicant: या जाहिर प्रगटनाद्वारे सर्व जनतेस कळविण्यात येते की, माझे पक्षकार यांनी मालमत्ता खरेदी करण्याचे ठरविले आहे. bbox=[1144, 1717, 1487, 1745]
legal-notice-body: प्रतिवादी ग्रामपंचायत कार्यालय देवगांव ता. बदनापूर जि. जालना. विषय - जन्म - मृत्यू नोंदी सुधारणा अधिनियम, २०२३ च्या अनुषंगाने जाहिर प्रगटन प्रसिध्द करणेबाबत. ज्या अर्थी, अर्जदार यांनी जन्म नोंदीबाबत आदेश मिळणेबाबतचा अर्ज या कार्यालयात विनंती अर्ज सादर केला आहे. तरी संबंधित निबंधकाने त्यांच्या जन्म नोंदीच्या अनुषंगाने अनुपलब्धता व स्वयंस्पष्ट अभिप्राय या कार्यालयास सादर केला आहे. त्यांची जन्म तारीख खालीलप्रमाणे आहे. सदर जन्म नोंदीस कोणाचा आक्षेप असल्यास ही जाहीर प्रगटन प्रसिध्द झाल्या पासुन १५ दिवसाच्या आत या कार्यालयास लेखी आक्षेप सादर करावा, सदर कालावधीमध्ये या कार्यालयाकडे कोणाचेही आक्षेप प्राप्त न झाल्यास कोणाचे काहीही आक्षेप नाही असे गृहीत धरून महाराष्ट्र शासन परिपत्रकानुसार उचित कार्यवाही करण्यात येईल. आज दिनांक / / २०२५ रोजी माझ्या सहीने व या कार्यालयाच्या शिक्क्यानिशी जाहिर प्रगटन दिले आहे. bbox=[769, 2116, 1112, 2260]
schedule-sr-cell: १ bbox=[17, 320, 63, 339]
legal-notice-applicant: अर्जदार - अक्सर बेगम युनुस शेख, रा. देवगांव ता. बदनापूर जि. जालना bbox=[802, 2098, 1078, 2112]
